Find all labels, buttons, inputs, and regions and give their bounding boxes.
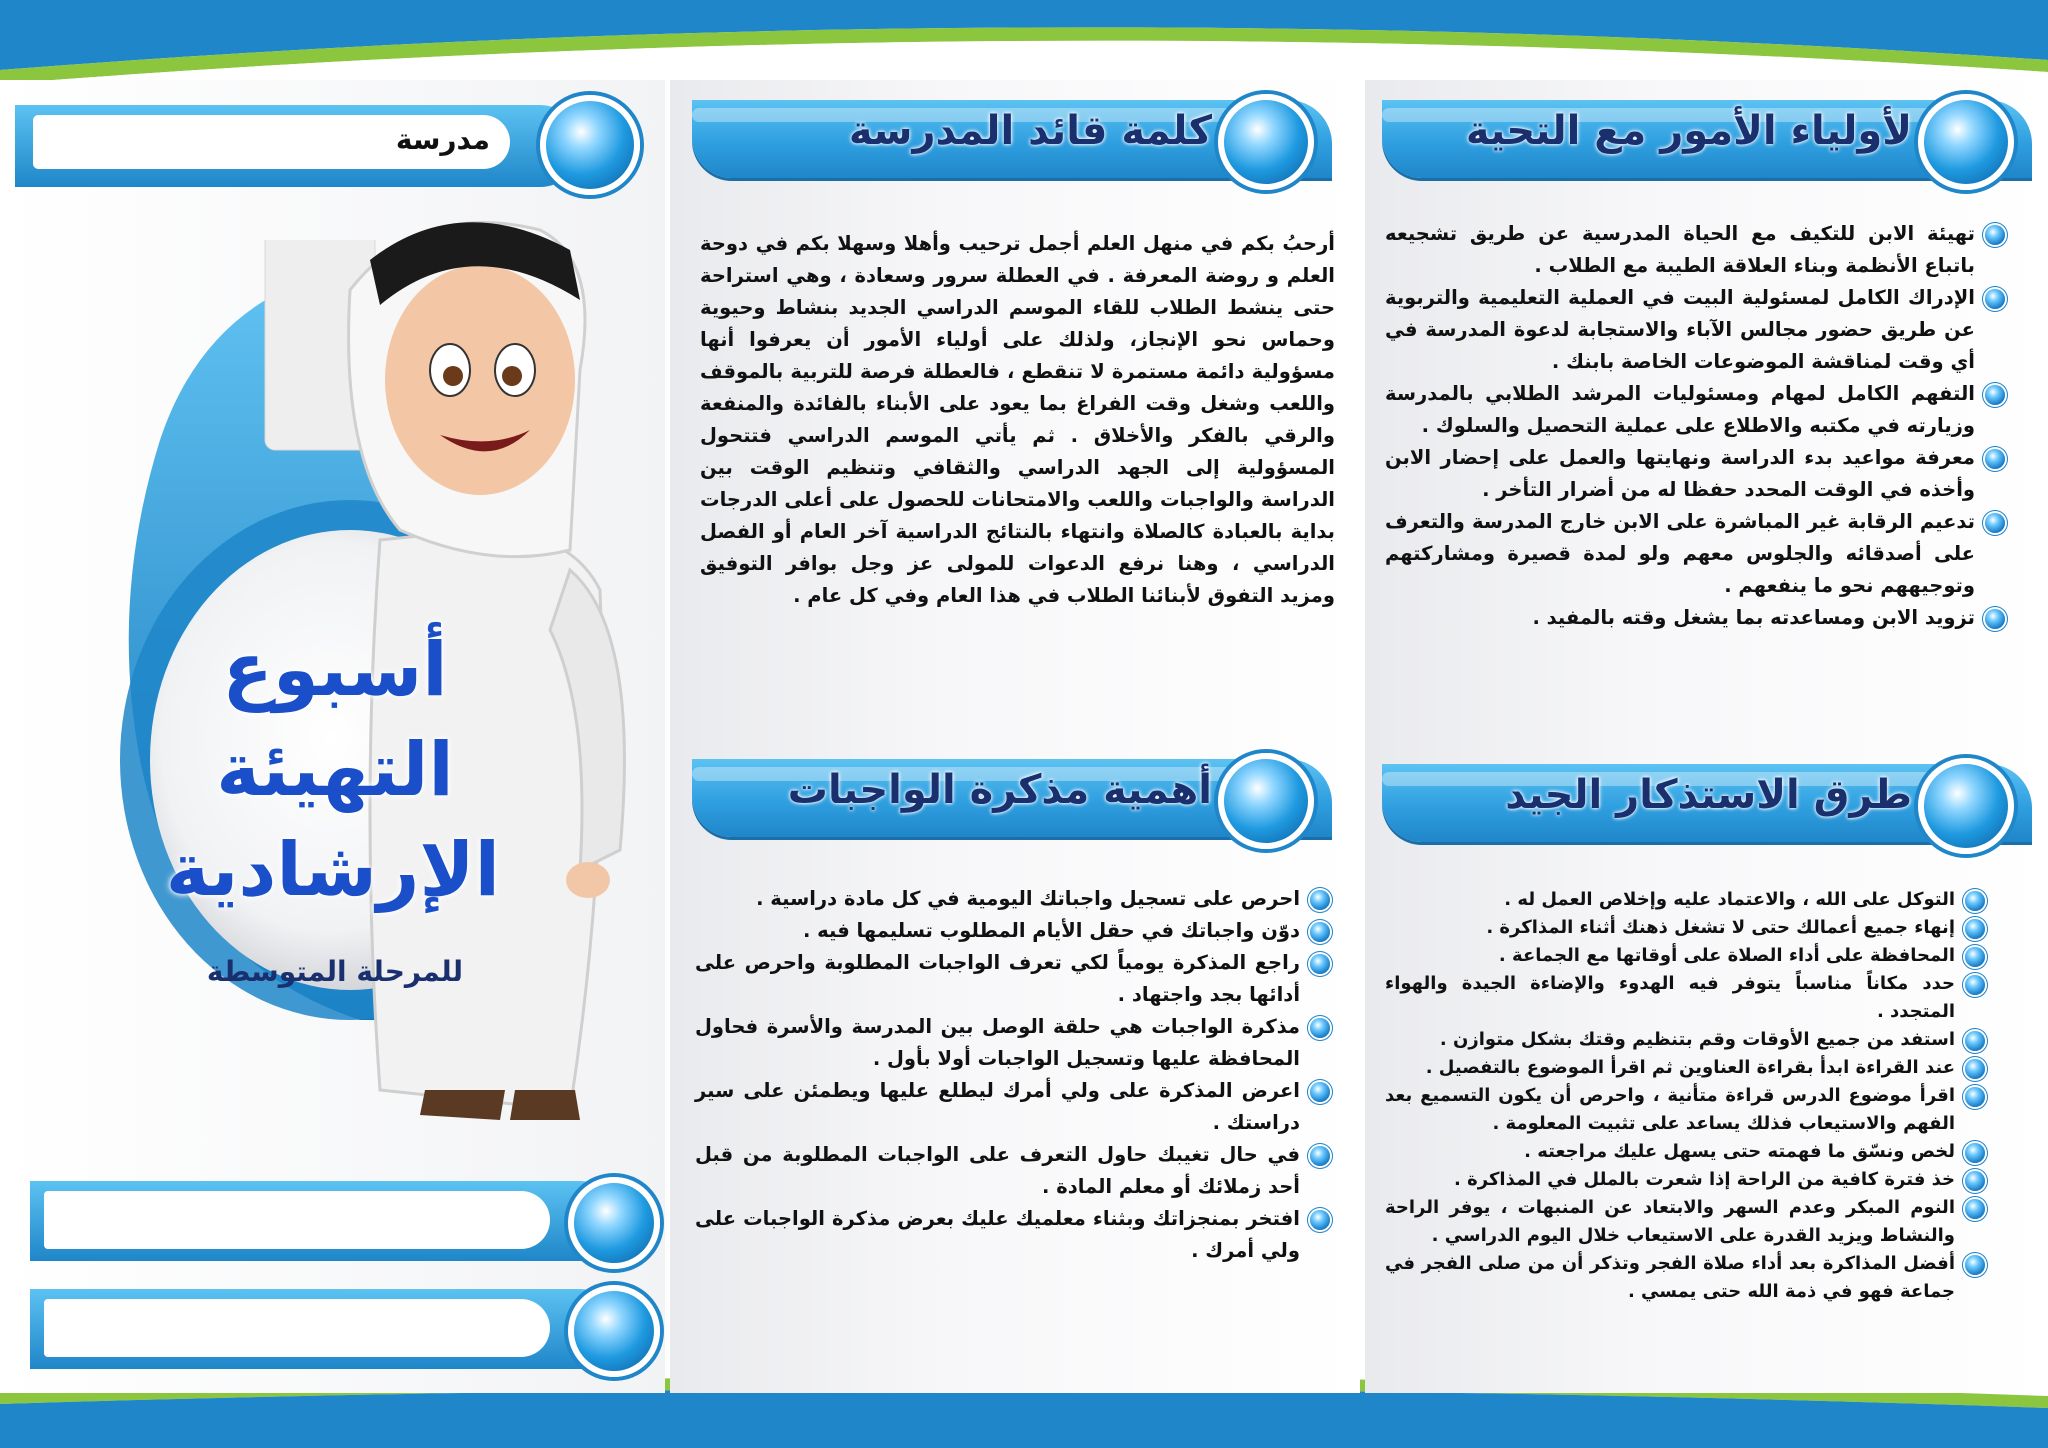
- school-name-field[interactable]: [33, 115, 510, 169]
- bullet-icon: [1965, 1143, 1985, 1163]
- school-label: مدرسة: [395, 123, 490, 156]
- list-item-text: حدد مكاناً مناسباً يتوفر فيه الهدوء والإضاءة الجيدة والهواء المتجدد .: [1385, 973, 1955, 1022]
- main-subtitle: للمرحلة المتوسطة: [206, 955, 464, 988]
- list-item-text: راجع المذكرة يومياً لكي تعرف الواجبات المطلوبة واحرص على أدائها بجد واجتهاد .: [695, 951, 1300, 1006]
- list-item-text: عند القراءة ابدأ بقراءة العناوين ثم اقرأ الموضوع بالتفصيل .: [1425, 1057, 1955, 1078]
- bullet-icon: [1965, 919, 1985, 939]
- list-item: [1385, 1138, 1985, 1166]
- list-item: [1385, 442, 2005, 506]
- study-list: [1385, 886, 1985, 1306]
- principal-speech: [700, 228, 1335, 612]
- list-item-text: تزويد الابن ومساعدته بما يشغل وقته بالمفيد .: [1532, 606, 1975, 629]
- principal-section-header: [692, 96, 1332, 182]
- bullet-icon: [1985, 225, 2005, 245]
- main-title-line1: أسبوع: [222, 627, 448, 713]
- list-item-text: افتخر بمنجزاتك وبثناء معلميك عليك بعرض مذكرة الواجبات على ولي أمرك .: [695, 1207, 1300, 1262]
- list-item: [1385, 378, 2005, 442]
- list-item-text: لخص ونسّق ما فهمته حتى يسهل عليك مراجعته .: [1524, 1141, 1955, 1162]
- blank-info-box-1: [30, 1175, 660, 1270]
- list-item: [1385, 506, 2005, 602]
- list-item: [695, 883, 1330, 915]
- bullet-icon: [1985, 609, 2005, 629]
- list-item: [1385, 218, 2005, 282]
- bubble-icon: [1918, 94, 2014, 190]
- study-section-title: طرق الاستذكار الجيد: [1505, 772, 1912, 818]
- list-item-text: اعرض المذكرة على ولي أمرك ليطلع عليها ويطمئن على سير دراستك .: [695, 1079, 1300, 1134]
- bubble-icon: [1218, 753, 1314, 849]
- list-item: [695, 1203, 1330, 1267]
- bullet-icon: [1965, 1171, 1985, 1191]
- blank-info-box-2: [30, 1283, 660, 1378]
- bullet-icon: [1310, 890, 1330, 910]
- bullet-icon: [1965, 891, 1985, 911]
- bullet-icon: [1310, 1018, 1330, 1038]
- list-item: [1385, 970, 1985, 1026]
- list-item: [1385, 282, 2005, 378]
- bullet-icon: [1310, 1082, 1330, 1102]
- list-item-text: استفد من جميع الأوقات وقم بتنظيم وقتك بشكل متوازن .: [1439, 1029, 1955, 1050]
- main-title-line3: الإرشادية: [165, 827, 500, 913]
- list-item-text: خذ فترة كافية من الراحة إذا شعرت بالملل في المذاكرة .: [1454, 1169, 1955, 1190]
- parents-section-header: [1382, 96, 2032, 182]
- bullet-icon: [1965, 1087, 1985, 1107]
- bullet-icon: [1965, 1199, 1985, 1219]
- list-item-text: إنهاء جميع أعمالك حتى لا تشغل ذهنك أثناء المذاكرة .: [1486, 917, 1955, 938]
- bubble-icon: [568, 1285, 660, 1377]
- list-item: [1385, 1166, 1985, 1194]
- bullet-icon: [1965, 1031, 1985, 1051]
- bubble-icon: [1918, 758, 2014, 854]
- bullet-icon: [1985, 385, 2005, 405]
- homework-section-title: أهمية مذكرة الواجبات: [787, 767, 1212, 813]
- main-title-line2: التهيئة: [216, 727, 454, 813]
- list-item-text: التوكل على الله ، والاعتماد عليه وإخلاص العمل له .: [1504, 889, 1955, 910]
- bullet-icon: [1310, 954, 1330, 974]
- list-item: [1385, 942, 1985, 970]
- bubble-icon: [540, 95, 640, 195]
- list-item: [1385, 1250, 1985, 1306]
- list-item: [1385, 602, 2005, 634]
- list-item: [695, 1011, 1330, 1075]
- list-item: [1385, 1054, 1985, 1082]
- school-name-box: [15, 95, 640, 195]
- list-item-text: احرص على تسجيل واجباتك اليومية في كل مادة دراسية .: [756, 887, 1300, 910]
- list-item-text: معرفة مواعيد بدء الدراسة ونهايتها والعمل على إحضار الابن وأخذه في الوقت المحدد حفظا له من أضرار التأخر .: [1385, 446, 1975, 501]
- list-item: [1385, 914, 1985, 942]
- bullet-icon: [1310, 922, 1330, 942]
- study-section-header: [1382, 760, 2032, 846]
- list-item-text: أفضل المذاكرة بعد أداء صلاة الفجر وتذكر أن من صلى الفجر في جماعة فهو في ذمة الله حتى يمسي .: [1385, 1253, 1955, 1302]
- bullet-icon: [1985, 513, 2005, 533]
- blank-field-1[interactable]: [44, 1191, 550, 1249]
- list-item: [1385, 1194, 1985, 1250]
- bullet-icon: [1965, 947, 1985, 967]
- bullet-icon: [1310, 1210, 1330, 1230]
- list-item: [1385, 1082, 1985, 1138]
- bullet-icon: [1310, 1146, 1330, 1166]
- list-item-text: تدعيم الرقابة غير المباشرة على الابن خارج المدرسة والتعرف على أصدقائه والجلوس معهم ولو لمدة قصيرة ومشاركتهم وتوجيههم نحو ما ينفعهم .: [1385, 510, 1975, 597]
- list-item-text: الإدراك الكامل لمسئولية البيت في العملية التعليمية والتربوية عن طريق حضور مجالس الآباء والاستجابة لدعوة المدرسة في أي وقت لمناقشة الموضوعات الخاصة بابنك .: [1385, 286, 1975, 373]
- list-item-text: النوم المبكر وعدم السهر والابتعاد عن المنبهات ، يوفر الراحة والنشاط ويزيد القدرة على الاستيعاب خلال اليوم الدراسي .: [1385, 1197, 1955, 1246]
- list-item-text: دوّن واجباتك في حقل الأيام المطلوب تسليمها فيه .: [802, 919, 1300, 942]
- list-item: [1385, 1026, 1985, 1054]
- list-item-text: التفهم الكامل لمهام ومسئوليات المرشد الطلابي بالمدرسة وزيارته في مكتبه والاطلاع على عملية التحصيل والسلوك .: [1385, 382, 1975, 437]
- bullet-icon: [1965, 1255, 1985, 1275]
- list-item: [695, 1139, 1330, 1203]
- bullet-icon: [1985, 289, 2005, 309]
- list-item-text: المحافظة على أداء الصلاة على أوقاتها مع الجماعة .: [1498, 945, 1955, 966]
- parents-list: [1385, 218, 2005, 634]
- list-item: [695, 915, 1330, 947]
- bubble-icon: [1218, 94, 1314, 190]
- list-item-text: مذكرة الواجبات هي حلقة الوصل بين المدرسة والأسرة فحاول المحافظة عليها وتسجيل الواجبات أولا بأول .: [695, 1015, 1300, 1070]
- homework-list: [695, 883, 1330, 1267]
- bullet-icon: [1965, 1059, 1985, 1079]
- parents-section-title: لأولياء الأمور مع التحية: [1465, 108, 1912, 154]
- principal-speech-text: أرحبُ بكم في منهل العلم أجمل ترحيب وأهلا وسهلا بكم في دوحة العلم و روضة المعرفة . في العطلة سرور وسعادة ، وهي استراحة حتى ينشط الطلاب للقاء الموسم الدراسي الجديد بنشاط وحيوية وحماس نحو الإنجاز، ولذلك على أولياء الأمور أن يعرفوا أنها مسؤولية دائمة مستمرة لا تنقطع ، فالعطلة فرصة للتربية بالموقف واللعب وشغل وقت الفراغ بما يعود على الأبناء بالفائدة والمنفعة والرقي بالفكر والأخلاق . ثم يأتي الموسم الدراسي فتتحول المسؤولية إلى الجهد الدراسي والثقافي وتنظيم الوقت بين الدراسة والواجبات واللعب والامتحانات للحصول على أعلى الدرجات بداية بالعبادة كالصلاة وانتهاء بالنتائج الدراسية آخر العام أو الفصل الدراسي ، وهنا نرفع الدعوات للمولى عز وجل بوافر التوفيق ومزيد التفوق لأبنائنا الطلاب في هذا العام وفي كل عام .: [700, 232, 1335, 607]
- top-wave-decoration: [0, 0, 2048, 90]
- blank-field-2[interactable]: [44, 1299, 550, 1357]
- list-item: [695, 1075, 1330, 1139]
- list-item: [1385, 886, 1985, 914]
- list-item-text: اقرأ موضوع الدرس قراءة متأنية ، واحرص أن يكون التسميع بعد الفهم والاستيعاب فذلك يساعد على تثبيت المعلومة .: [1385, 1085, 1955, 1134]
- bullet-icon: [1965, 975, 1985, 995]
- list-item-text: في حال تغيبك حاول التعرف على الواجبات المطلوبة من قبل أحد زملائك أو معلم المادة .: [695, 1143, 1300, 1198]
- list-item-text: تهيئة الابن للتكيف مع الحياة المدرسية عن طريق تشجيعه باتباع الأنظمة وبناء العلاقة الطيبة مع الطلاب .: [1385, 222, 1975, 277]
- bubble-icon: [568, 1177, 660, 1269]
- bullet-icon: [1985, 449, 2005, 469]
- main-title: [165, 620, 500, 920]
- principal-section-title: كلمة قائد المدرسة: [848, 108, 1212, 154]
- homework-section-header: [692, 755, 1332, 841]
- list-item: [695, 947, 1330, 1011]
